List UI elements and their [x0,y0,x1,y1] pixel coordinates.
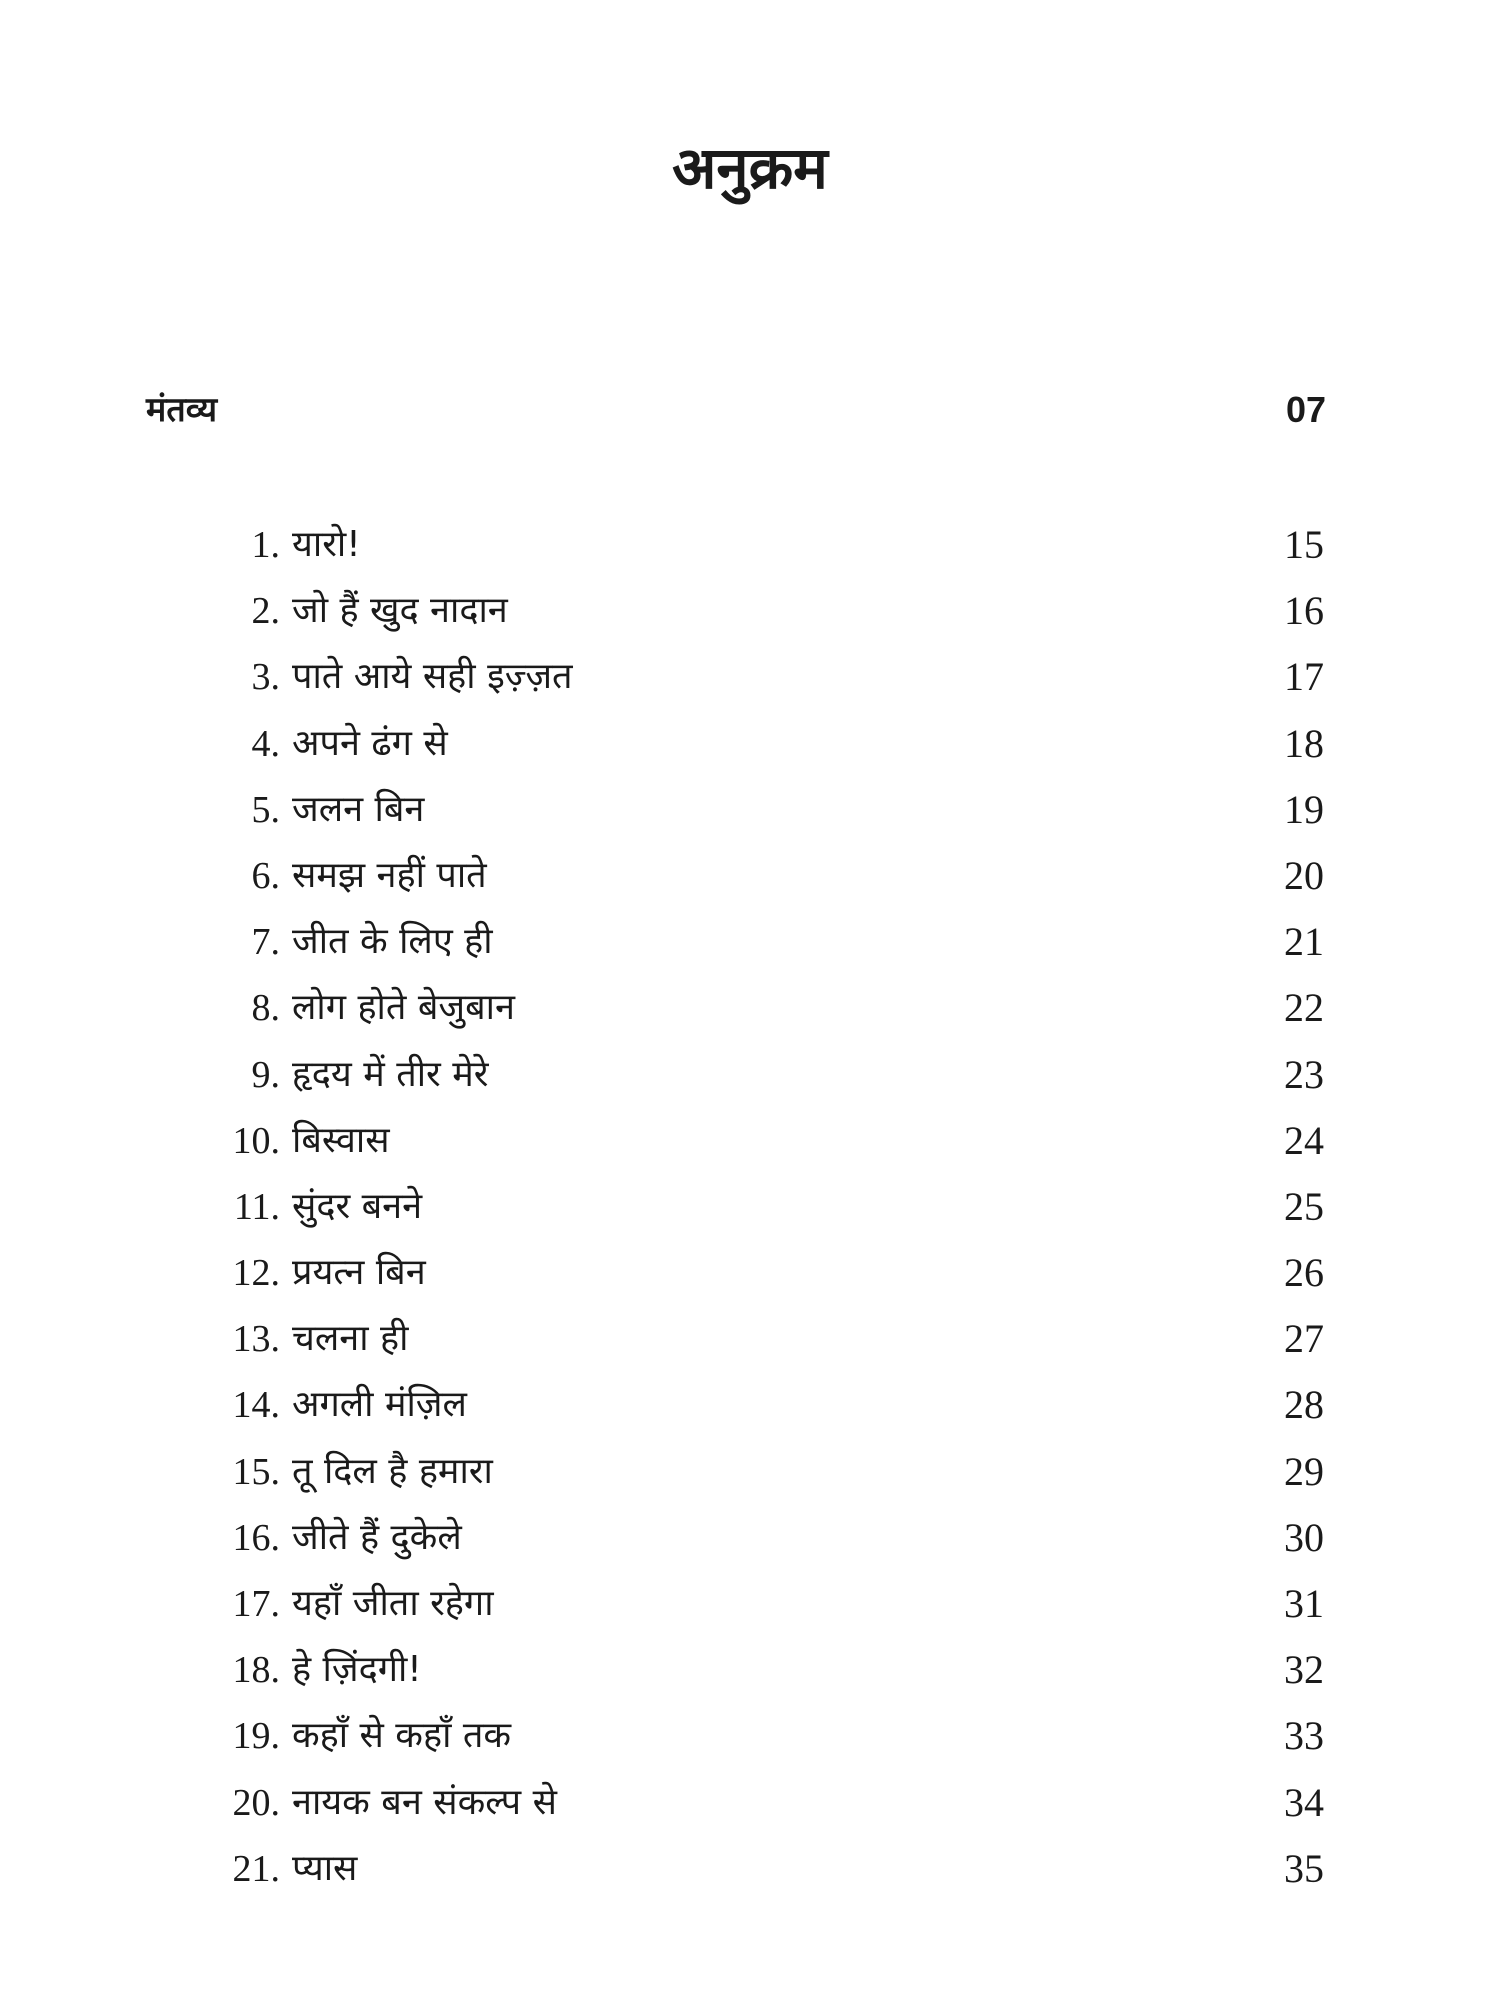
toc-entry-title: समझ नहीं पाते [292,854,487,896]
page-title: अनुक्रम [672,134,828,202]
toc-entry-title: प्रयत्न बिन [292,1252,426,1294]
toc-entry [0,1439,1500,1505]
toc-entry [0,1174,1500,1240]
toc-entry [0,1703,1500,1769]
toc-entry [0,1372,1500,1438]
toc-entry-title: तू दिल है हमारा [292,1450,493,1492]
toc-entry-number: 13. [232,1318,280,1361]
toc-entry-title: यहाँ जीता रहेगा [292,1583,494,1624]
toc-entry-title: चलना ही [292,1318,409,1360]
toc-entry-page-number: 25 [1284,1183,1324,1229]
toc-entry-number: 17. [232,1583,280,1625]
toc-entry-title: अपने ढंग से [292,722,448,764]
toc-entry-number: 9. [251,1053,280,1096]
toc-entry-number: 1. [251,524,280,566]
toc-entry [0,1306,1500,1372]
toc-entry-title: यारो! [292,524,361,565]
toc-entry [0,1770,1500,1836]
toc-entry-number: 15. [232,1450,280,1493]
toc-entry-page-number: 29 [1284,1448,1324,1494]
toc-entry-title: हृदय में तीर मेरे [292,1053,489,1095]
toc-entry [0,1836,1500,1902]
toc-entry-title: पाते आये सही इज़्ज़त [292,656,573,698]
toc-entry [0,1505,1500,1571]
toc-entry-page-number: 24 [1284,1117,1324,1163]
toc-entry-number: 8. [251,987,280,1030]
toc-entry-title: हे ज़िंदगी! [292,1649,422,1691]
toc-entry-page-number: 17 [1284,654,1324,700]
toc-entry-page-number: 23 [1284,1051,1324,1097]
toc-entry-number: 19. [232,1715,280,1758]
preface-label: मंतव्य [146,390,218,430]
toc-entry-title: कहाँ से कहाँ तक [292,1715,512,1757]
toc-entry [0,1240,1500,1306]
toc-entry-number: 11. [233,1185,280,1228]
toc-entry-number: 2. [251,590,280,633]
toc-entry [0,644,1500,710]
preface-page-number: 07 [1285,389,1326,430]
toc-entry-title: अगली मंज़िल [292,1384,467,1426]
toc-entry-title: बिस्वास [292,1119,390,1161]
toc-entry-number: 5. [251,788,280,831]
toc-entry-title: जलन बिन [292,788,425,830]
toc-entry [0,1108,1500,1174]
toc-list [0,512,1500,1902]
toc-entry-page-number: 35 [1284,1845,1324,1891]
toc-entry-page-number: 21 [1284,919,1324,965]
toc-entry-number: 6. [251,854,280,897]
toc-entry-page-number: 30 [1284,1514,1324,1560]
toc-entry-number: 7. [251,921,280,964]
toc-entry-title: लोग होते बेजुबान [292,987,515,1029]
toc-entry-page-number: 32 [1284,1647,1324,1693]
toc-entry-number: 20. [232,1781,280,1824]
toc-entry-page-number: 27 [1284,1316,1324,1362]
toc-entry-number: 14. [232,1384,280,1427]
toc-entry-page-number: 20 [1284,852,1324,898]
toc-entry [0,975,1500,1041]
toc-entry-number: 18. [232,1649,280,1692]
toc-entry-number: 10. [232,1119,280,1162]
toc-entry-page-number: 31 [1284,1581,1324,1626]
toc-entry-number: 4. [251,722,280,765]
preface-entry [146,380,1326,440]
toc-entry-title: जीत के लिए ही [292,921,493,963]
toc-entry-page-number: 28 [1284,1382,1324,1428]
toc-entry-number: 16. [232,1516,280,1559]
toc-entry-number: 21. [232,1847,280,1890]
toc-entry-page-number: 16 [1284,588,1324,634]
toc-entry-page-number: 22 [1284,985,1324,1031]
toc-entry [0,1042,1500,1108]
toc-entry [0,1571,1500,1637]
toc-entry-title: प्यास [292,1847,358,1889]
toc-entry-page-number: 34 [1284,1779,1324,1825]
toc-entry [0,711,1500,777]
toc-entry [0,909,1500,975]
toc-entry-title: सुंदर बनने [292,1185,423,1227]
toc-entry [0,1637,1500,1703]
toc-entry-title: नायक बन संकल्प से [292,1781,557,1823]
toc-entry-number: 3. [251,656,280,699]
toc-entry-page-number: 33 [1284,1713,1324,1759]
toc-entry [0,578,1500,644]
toc-entry [0,777,1500,843]
toc-entry [0,512,1500,578]
toc-entry-page-number: 18 [1284,720,1324,766]
toc-entry-title: जो हैं खुद नादान [292,590,508,632]
toc-entry-page-number: 15 [1284,522,1324,567]
toc-entry-page-number: 26 [1284,1250,1324,1296]
toc-entry-page-number: 19 [1284,786,1324,832]
toc-entry [0,843,1500,909]
toc-entry-title: जीते हैं दुकेले [292,1516,462,1558]
toc-entry-number: 12. [232,1252,280,1295]
